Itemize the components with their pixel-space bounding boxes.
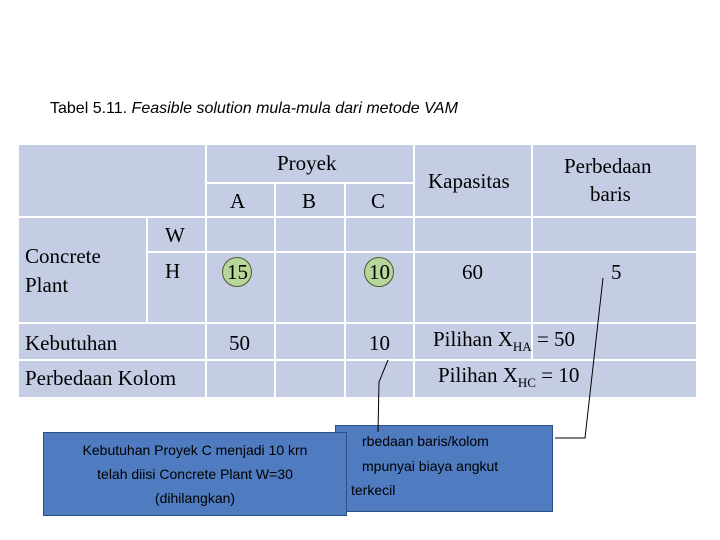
choice-ha-label: Pilihan X [433, 327, 513, 351]
caption-prefix: Tabel 5.11. [50, 100, 132, 117]
caption-title: Feasible solution mula-mula dari metode VAM [131, 100, 458, 117]
pointer-line-demand-c [378, 360, 388, 432]
cell-hc-value: 10 [369, 260, 390, 284]
cell-h-capacity: 60 [462, 260, 483, 284]
choice-ha-value: = 50 [531, 327, 576, 351]
callout-right-line1: rbedaan baris/kolom [362, 433, 489, 449]
header-col-c: C [371, 189, 386, 213]
choice-hc-label: Pilihan X [438, 363, 518, 387]
demand-a-value: 50 [229, 331, 250, 355]
row-h-label: H [165, 259, 181, 283]
choice-hc-subscript: HC [517, 375, 536, 391]
callout-left-line2: telah diisi Concrete Plant W=30 [97, 466, 293, 482]
header-col-b: B [302, 189, 317, 213]
plant-label-line2: Plant [25, 273, 69, 297]
demand-label: Kebutuhan [25, 331, 118, 355]
demand-c-value: 10 [369, 331, 390, 355]
choice-ha-subscript: HA [512, 339, 532, 355]
header-proyek: Proyek [277, 151, 337, 175]
col-diff-label: Perbedaan Kolom [25, 366, 177, 390]
header-row-diff-line1: Perbedaan [564, 154, 652, 178]
callout-right-line2: mpunyai biaya angkut [362, 458, 499, 474]
cell-ha-value: 15 [227, 260, 248, 284]
plant-label-line1: Concrete [25, 244, 101, 268]
callout-right-line3: terkecil [351, 482, 396, 498]
row-w-label: W [165, 223, 185, 247]
callout-left-line1: Kebutuhan Proyek C menjadi 10 krn [82, 442, 308, 458]
pointer-line-row-diff [555, 278, 603, 438]
choice-hc-value: = 10 [535, 363, 580, 387]
cell-h-row-diff: 5 [611, 260, 622, 284]
header-row-diff-line2: baris [590, 182, 631, 206]
header-kapasitas: Kapasitas [428, 169, 510, 193]
callout-left-line3: (dihilangkan) [154, 490, 236, 506]
header-col-a: A [230, 189, 246, 213]
